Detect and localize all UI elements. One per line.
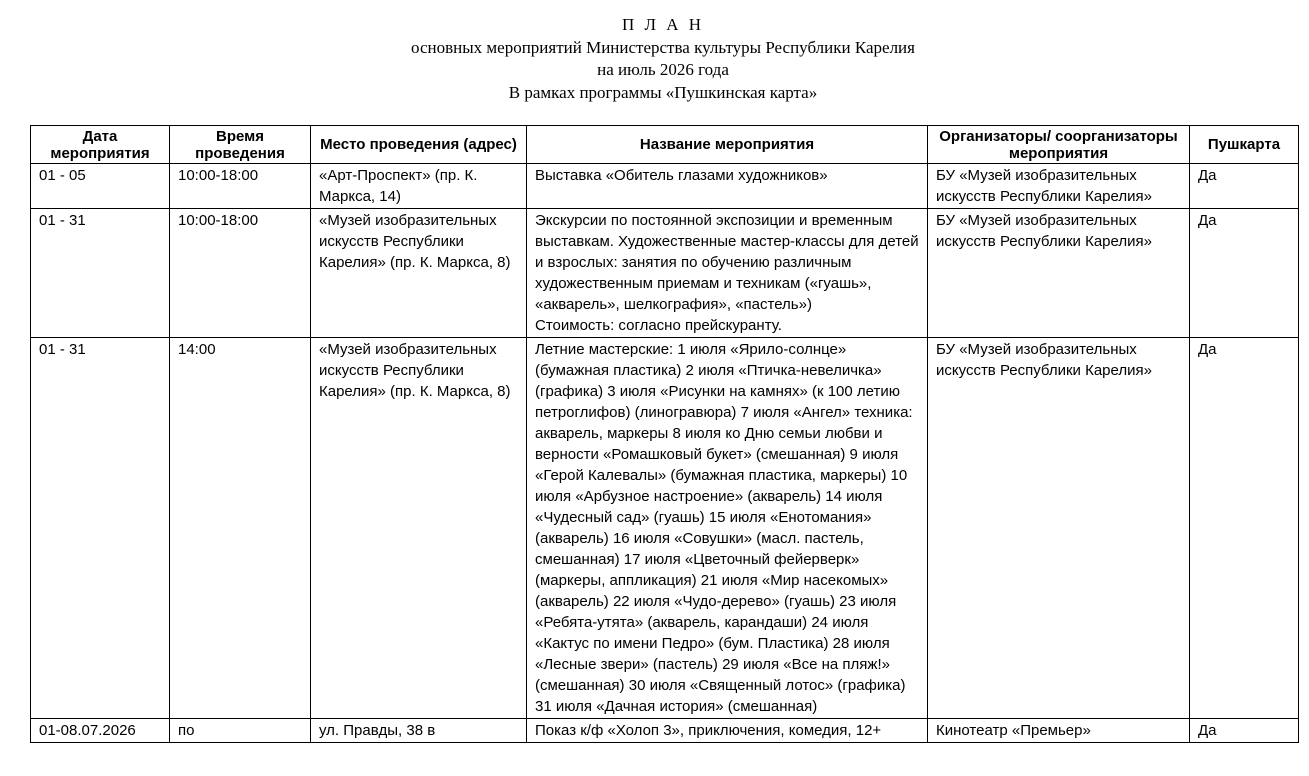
column-header-date: Дата мероприятия — [31, 126, 170, 164]
cell-name — [527, 209, 928, 338]
cell-pushkarta: Да — [1190, 338, 1299, 719]
cell-place: «Арт-Проспект» (пр. К. Маркса, 14) — [311, 164, 527, 209]
event-name: Показ к/ф «Холоп 3», приключения, комедия, 12+ — [535, 722, 882, 739]
cell-place: «Музей изобразительных искусств Республики Карелия» (пр. К. Маркса, 8) — [311, 338, 527, 719]
plan-program: В рамках программы «Пушкинская карта» — [508, 82, 818, 102]
cell-name — [527, 164, 928, 209]
cell-organizer: БУ «Музей изобразительных искусств Республики Карелия» — [928, 209, 1190, 338]
event-name: Летние мастерские: 1 июля «Ярило-солнце» (бумажная пластика) 2 июля «Птичка-невеличка» (графика) 3 июля «Рисунки на камнях» (к 100 летию петроглифов) (линогравюра) 7 июля «Ангел» техника: акварель, маркеры 8 июля ко Дню семьи любви и верности «Ромашковый букет» (смешанная) 9 июля «Герой Калевалы» (бумажная пластика, маркеры) 10 июля «Арбузное настроение» (акварель) 14 июля «Чудесный сад» (гуашь) 15 июля «Енотомания» (акварель) 16 июля «Совушки» (масл. пастель, смешанная) 17 июля «Цветочный фейерверк» (маркеры, аппликация) 21 июля «Мир насекомых» (акварель) 22 июля «Чудо-дерево» (гуашь) 23 июля «Ребята-утята» (акварель, карандаши) 24 июля «Кактус по имени Педро» (бум. Пластика) 28 июля «Лесные звери» (пастель) 29 июля «Все на пляж!» (смешанная) 30 июля «Священный лотос» (графика) 31 июля «Дачная история» (смешанная) — [535, 341, 913, 715]
event-name: Выставка «Обитель глазами художников» — [535, 167, 828, 184]
cell-pushkarta: Да — [1190, 164, 1299, 209]
table-row — [31, 209, 1299, 338]
cell-place: «Музей изобразительных искусств Республики Карелия» (пр. К. Маркса, 8) — [311, 209, 527, 338]
cell-date: 01 - 05 — [31, 164, 170, 209]
plan-period: на июль 2026 года — [597, 60, 729, 79]
cell-time: по — [170, 719, 311, 743]
cell-date: 01-08.07.2026 — [31, 719, 170, 743]
events-table — [30, 125, 1299, 743]
column-header-place: Место проведения (адрес) — [311, 126, 527, 164]
cell-time: 14:00 — [170, 338, 311, 719]
cell-organizer: БУ «Музей изобразительных искусств Республики Карелия» — [928, 338, 1190, 719]
document-header — [0, 14, 1309, 104]
table-row — [31, 719, 1299, 743]
plan-title: П Л А Н — [621, 15, 705, 34]
cell-name — [527, 719, 928, 743]
cell-date: 01 - 31 — [31, 209, 170, 338]
cell-place: ул. Правды, 38 в — [311, 719, 527, 743]
cell-organizer: Кинотеатр «Премьер» — [928, 719, 1190, 743]
column-header-organizer: Организаторы/ соорганизаторы мероприятия — [928, 126, 1190, 164]
cell-time: 10:00-18:00 — [170, 209, 311, 338]
column-header-pushkarta: Пушкарта — [1190, 126, 1299, 164]
cell-date: 01 - 31 — [31, 338, 170, 719]
cell-time: 10:00-18:00 — [170, 164, 311, 209]
plan-subtitle: основных мероприятий Министерства культуры Республики Карелия — [411, 37, 915, 57]
cell-pushkarta: Да — [1190, 719, 1299, 743]
column-header-name: Название мероприятия — [527, 126, 928, 164]
cell-name — [527, 338, 928, 719]
cell-organizer: БУ «Музей изобразительных искусств Республики Карелия» — [928, 164, 1190, 209]
table-row — [31, 338, 1299, 719]
table-row — [31, 164, 1299, 209]
column-header-time: Время проведения — [170, 126, 311, 164]
table-header-row — [31, 126, 1299, 164]
cell-pushkarta: Да — [1190, 209, 1299, 338]
event-name: Экскурсии по постоянной экспозиции и временным выставкам. Художественные мастер-классы для детей и взрослых: занятия по обучению различным художественным приемам и техникам («гуашь», «акварель», шелкография», «пастель») Стоимость: согласно прейскуранту. — [535, 212, 919, 334]
